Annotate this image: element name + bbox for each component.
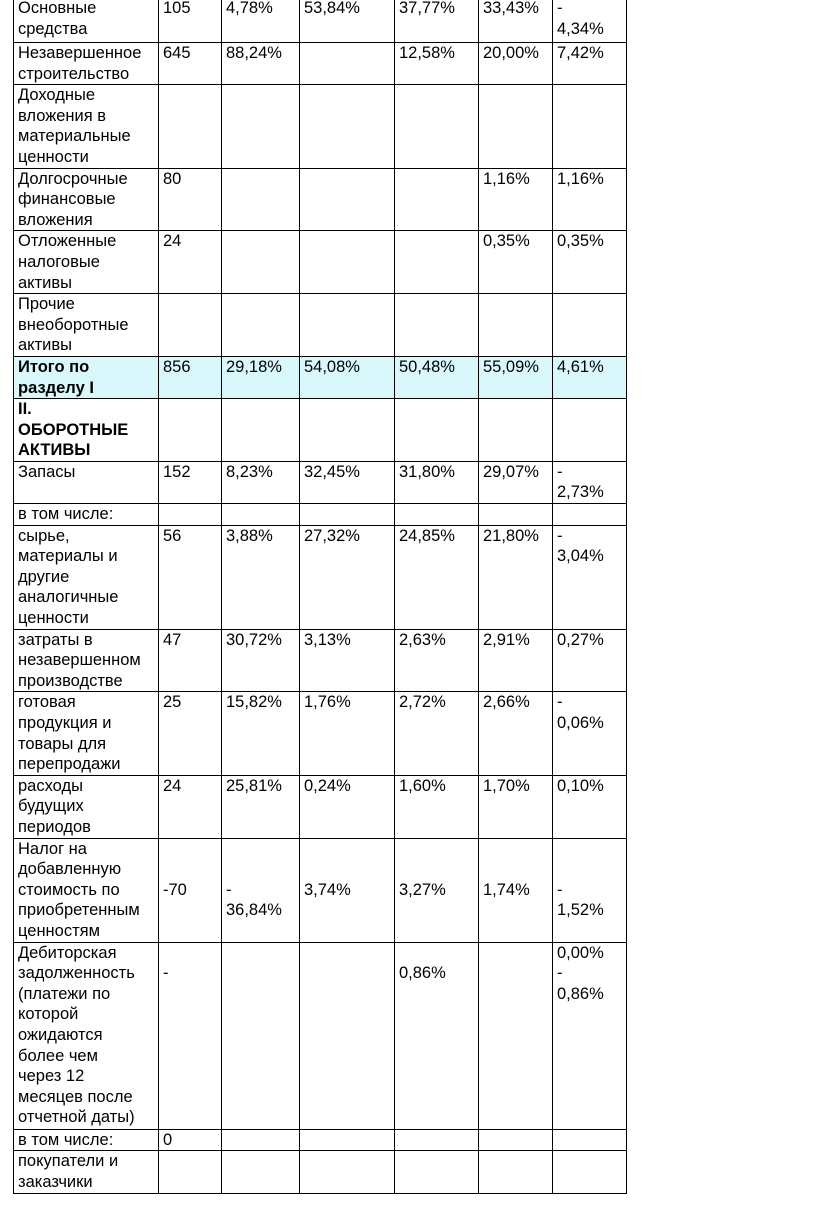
cell-col-5 [395, 1129, 479, 1151]
cell-col-7: 0,27% [553, 629, 627, 692]
cell-col-6 [479, 85, 553, 168]
cell-col-3: 4,78% [222, 0, 300, 43]
cell-value: 47 [159, 629, 222, 692]
table-row [14, 399, 627, 462]
cell-col-4: 3,13% [300, 629, 395, 692]
cell-col-7 [553, 294, 627, 357]
cell-col-3 [222, 85, 300, 168]
cell-col-4: 3,74% [300, 880, 395, 942]
cell-col-5 [395, 504, 479, 526]
table-row [14, 1129, 627, 1151]
cell-col-3: 15,82% [222, 692, 300, 775]
cell-col-5: 24,85% [395, 525, 479, 629]
cell-col-7: - 4,34% [553, 0, 627, 43]
cell-value [159, 942, 222, 963]
cell-item-label: сырье, материалы и другие аналогичные ценности [14, 525, 159, 629]
cell-col-6 [479, 399, 553, 462]
cell-value: 0 [159, 1129, 222, 1151]
table-row [14, 231, 627, 294]
cell-col-6 [479, 1129, 553, 1151]
cell-col-5: 31,80% [395, 461, 479, 503]
cell-value: 152 [159, 461, 222, 503]
cell-col-4 [300, 85, 395, 168]
cell-item-label: расходы будущих периодов [14, 775, 159, 838]
cell-item-label: Запасы [14, 461, 159, 503]
table-row [14, 629, 627, 692]
cell-col-4: 27,32% [300, 525, 395, 629]
cell-item-label: Дебиторская [14, 942, 159, 963]
cell-col-4 [300, 399, 395, 462]
cell-col-3: 8,23% [222, 461, 300, 503]
cell-value [159, 838, 222, 880]
cell-col-4 [300, 838, 395, 880]
table-row [14, 168, 627, 231]
cell-col-5: 1,60% [395, 775, 479, 838]
cell-item-label: задолженность (платежи по которой ожидаются более чем через 12 месяцев после отчетной даты) [14, 963, 159, 1129]
cell-col-5: 12,58% [395, 43, 479, 85]
cell-col-4: 54,08% [300, 356, 395, 398]
cell-col-4 [300, 1129, 395, 1151]
table-row [14, 525, 627, 629]
cell-item-label: Налог на добавленную [14, 838, 159, 880]
cell-col-7: - 0,06% [553, 692, 627, 775]
cell-value: 80 [159, 168, 222, 231]
cell-col-6 [479, 942, 553, 963]
cell-col-6: 55,09% [479, 356, 553, 398]
cell-item-label: в том числе: [14, 1129, 159, 1151]
cell-col-4: 32,45% [300, 461, 395, 503]
cell-col-3: - 36,84% [222, 880, 300, 942]
cell-item-label: затраты в незавершенном производстве [14, 629, 159, 692]
cell-item-label: Доходные вложения в материальные ценности [14, 85, 159, 168]
cell-item-label: Основные средства [14, 0, 159, 43]
cell-col-7: 1,16% [553, 168, 627, 231]
cell-col-7: 7,42% [553, 43, 627, 85]
cell-col-6 [479, 504, 553, 526]
cell-col-3 [222, 942, 300, 963]
cell-col-6: 1,70% [479, 775, 553, 838]
table-row [14, 461, 627, 503]
table-row [14, 356, 627, 398]
cell-col-6: 0,35% [479, 231, 553, 294]
cell-col-6: 1,74% [479, 880, 553, 942]
cell-col-3 [222, 399, 300, 462]
cell-col-5: 2,72% [395, 692, 479, 775]
cell-value: 105 [159, 0, 222, 43]
cell-col-5 [395, 231, 479, 294]
table-body [14, 0, 627, 1194]
balance-table [13, 0, 627, 1194]
cell-col-6 [479, 1151, 553, 1194]
table-row [14, 0, 627, 43]
cell-col-6: 2,91% [479, 629, 553, 692]
cell-col-7: - 2,73% [553, 461, 627, 503]
cell-item-label: Отложенные налоговые активы [14, 231, 159, 294]
cell-col-7: 0,10% [553, 775, 627, 838]
table-row [14, 43, 627, 85]
cell-col-3: 29,18% [222, 356, 300, 398]
cell-col-6: 33,43% [479, 0, 553, 43]
cell-col-5 [395, 1151, 479, 1194]
table-row [14, 85, 627, 168]
cell-value [159, 294, 222, 357]
cell-col-3 [222, 963, 300, 1129]
cell-col-5: 2,63% [395, 629, 479, 692]
cell-col-3 [222, 168, 300, 231]
cell-col-6: 21,80% [479, 525, 553, 629]
cell-col-4 [300, 1151, 395, 1194]
cell-item-label: Итого по разделу I [14, 356, 159, 398]
cell-col-7: 0,35% [553, 231, 627, 294]
cell-col-4: 53,84% [300, 0, 395, 43]
cell-col-7: - 3,04% [553, 525, 627, 629]
cell-col-6: 2,66% [479, 692, 553, 775]
cell-col-7: - 0,86% [553, 963, 627, 1129]
cell-col-5 [395, 294, 479, 357]
table-row [14, 775, 627, 838]
cell-col-4: 0,24% [300, 775, 395, 838]
cell-col-3: 88,24% [222, 43, 300, 85]
cell-col-4 [300, 294, 395, 357]
cell-col-7: - 1,52% [553, 880, 627, 942]
cell-col-7 [553, 838, 627, 880]
cell-item-label: II. ОБОРОТНЫЕ АКТИВЫ [14, 399, 159, 462]
table-row [14, 504, 627, 526]
cell-value: - [159, 963, 222, 1129]
cell-col-7 [553, 85, 627, 168]
cell-col-4 [300, 942, 395, 963]
cell-item-label: в том числе: [14, 504, 159, 526]
cell-col-4 [300, 504, 395, 526]
cell-col-4 [300, 963, 395, 1129]
cell-col-4 [300, 231, 395, 294]
cell-col-7: 4,61% [553, 356, 627, 398]
cell-col-7 [553, 1129, 627, 1151]
cell-value: 25 [159, 692, 222, 775]
cell-col-4 [300, 168, 395, 231]
cell-col-5: 0,86% [395, 963, 479, 1129]
cell-col-3 [222, 231, 300, 294]
cell-item-label: Долгосрочные финансовые вложения [14, 168, 159, 231]
table-row [14, 942, 627, 963]
cell-col-5: 37,77% [395, 0, 479, 43]
cell-col-5 [395, 85, 479, 168]
cell-col-6 [479, 963, 553, 1129]
cell-col-5 [395, 838, 479, 880]
cell-value: 24 [159, 231, 222, 294]
table-row [14, 692, 627, 775]
cell-col-6: 1,16% [479, 168, 553, 231]
cell-item-label: стоимость по приобретенным ценностям [14, 880, 159, 942]
cell-col-3 [222, 294, 300, 357]
table-row [14, 838, 627, 880]
cell-col-5: 3,27% [395, 880, 479, 942]
cell-item-label: Незавершенное строительство [14, 43, 159, 85]
cell-col-7 [553, 1151, 627, 1194]
cell-col-3: 25,81% [222, 775, 300, 838]
cell-col-6: 29,07% [479, 461, 553, 503]
cell-col-7 [553, 504, 627, 526]
cell-col-6 [479, 838, 553, 880]
cell-col-3: 30,72% [222, 629, 300, 692]
cell-col-3 [222, 1151, 300, 1194]
cell-col-4: 1,76% [300, 692, 395, 775]
cell-col-3 [222, 838, 300, 880]
cell-col-3: 3,88% [222, 525, 300, 629]
cell-col-3 [222, 1129, 300, 1151]
cell-value [159, 504, 222, 526]
cell-col-5 [395, 942, 479, 963]
cell-col-6: 20,00% [479, 43, 553, 85]
cell-col-5 [395, 399, 479, 462]
cell-value: 645 [159, 43, 222, 85]
cell-value: 24 [159, 775, 222, 838]
cell-value [159, 399, 222, 462]
cell-item-label: покупатели и заказчики [14, 1151, 159, 1194]
cell-value: 56 [159, 525, 222, 629]
cell-col-5: 50,48% [395, 356, 479, 398]
table-row [14, 1151, 627, 1194]
cell-col-3 [222, 504, 300, 526]
cell-value: 856 [159, 356, 222, 398]
cell-col-5 [395, 168, 479, 231]
cell-value [159, 85, 222, 168]
cell-item-label: Прочие внеоборотные активы [14, 294, 159, 357]
cell-value: -70 [159, 880, 222, 942]
cell-col-6 [479, 294, 553, 357]
table-row [14, 880, 627, 942]
cell-col-7: 0,00% [553, 942, 627, 963]
cell-col-7 [553, 399, 627, 462]
table-row [14, 294, 627, 357]
cell-item-label: готовая продукция и товары для перепродажи [14, 692, 159, 775]
cell-col-4 [300, 43, 395, 85]
table-row [14, 963, 627, 1129]
cell-value [159, 1151, 222, 1194]
